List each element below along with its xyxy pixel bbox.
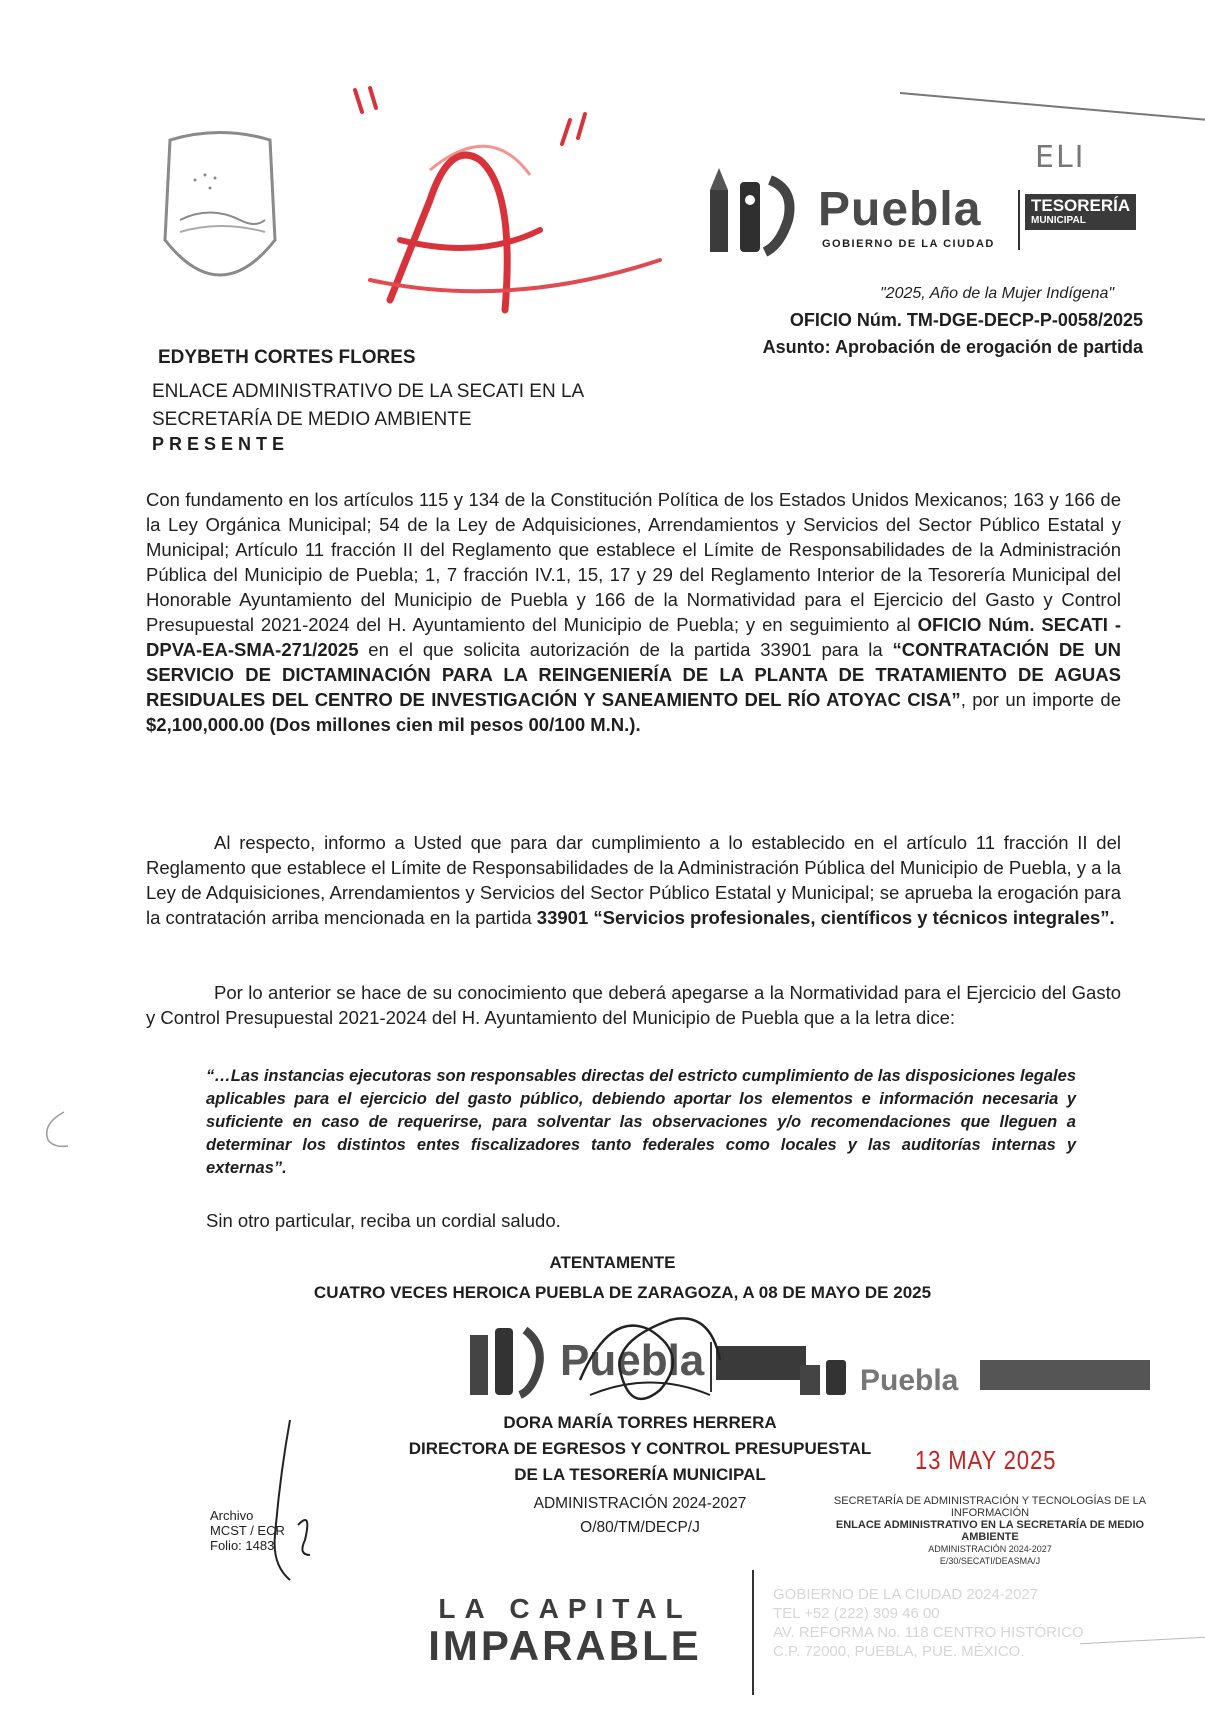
paragraph-3: Por lo anterior se hace de su conocimiento que deberá apegarse a la Normatividad para el Ejercicio del Gasto y Control Presupuestal 2021-2024 del H. Ayuntamiento del Municipio de Puebla que a la letra dice: [146, 982, 1121, 1028]
puebla-tesoreria-logo [700, 160, 1160, 270]
address-line4: C.P. 72000, PUEBLA, PUE. MÉXICO. [773, 1643, 1025, 1660]
archive-note [210, 1508, 285, 1553]
handwritten-signature [560, 1300, 740, 1420]
atentamente: ATENTAMENTE [549, 1253, 676, 1272]
footer-divider [752, 1570, 754, 1695]
svg-text:Puebla: Puebla [860, 1364, 959, 1397]
reception-stamp-text [820, 1495, 1160, 1567]
oficio-number: OFICIO Núm. TM-DGE-DECP-P-0058/2025 [789, 310, 1143, 330]
recipient-name: EDYBETH CORTES FLORES [158, 347, 416, 368]
place-date: CUATRO VECES HEROICA PUEBLA DE ZARAGOZA, A 08 DE MAYO DE 2025 [313, 1283, 932, 1302]
footer-address [773, 1585, 1084, 1661]
signer-position: DIRECTORA DE EGRESOS Y CONTROL PRESUPUESTAL [408, 1439, 872, 1458]
signer-block [380, 1410, 900, 1488]
stamp-line1: SECRETARÍA DE ADMINISTRACIÓN Y TECNOLOGÍAS DE LA INFORMACIÓN [833, 1495, 1147, 1519]
closing-line: Sin otro particular, reciba un cordial saludo. [206, 1210, 561, 1231]
signer-name: DORA MARÍA TORRES HERRERA [503, 1413, 777, 1432]
p1-amount: $2,100,000.00 (Dos millones cien mil pesos 00/100 M.N.). [146, 714, 641, 735]
subject-line: Asunto: Aprobación de erogación de partida [762, 337, 1143, 357]
p2-text: Al respecto, informo a Usted que para dar cumplimiento a lo establecido en el artículo 11 fracción II del Reglamento que establece el Límite de Responsabilidades de la Administración Pública del Municipio de Puebla, y a la Ley de Adquisiciones, Arrendamientos y Servicios del Sector Público Estatal y Municipal; se aprueba la erogación para la contratación arriba mencionada en la partida [146, 832, 1121, 928]
handwritten-initials [250, 1415, 320, 1585]
paragraph-1 [146, 487, 1121, 737]
archive-line2: MCST / ECR [210, 1523, 285, 1538]
municipal-emblem-icon [140, 120, 300, 320]
svg-text:Puebla: Puebla [560, 1336, 705, 1385]
handwritten-note: ELI [1035, 140, 1086, 175]
reception-stamp-date: 13 MAY 2025 [915, 1445, 1057, 1475]
page-edge-line-bottom [1080, 1637, 1205, 1645]
administration-period: ADMINISTRACIÓN 2024-2027 [533, 1495, 747, 1512]
paragraph-2 [146, 830, 1121, 930]
stamp-line4: E/30/SECATI/DEASMA/J [939, 1556, 1041, 1566]
signer-office: DE LA TESORERÍA MUNICIPAL [514, 1465, 766, 1484]
address-line3: AV. REFORMA No. 118 CENTRO HISTÓRICO [773, 1624, 1084, 1641]
document-reference: O/80/TM/DECP/J [580, 1519, 700, 1536]
p1-text: Con fundamento en los artículos 115 y 134 de la Constitución Política de los Estados Unidos Mexicanos; 163 y 166 de la Ley Orgánica Municipal; 54 de la Ley de Adquisiciones, Arrendamientos y Servicios del Sector Público Estatal y Municipal; Artículo 11 fracción II del Reglamento que establece el Límite de Responsabilidades de la Administración Pública del Municipio de Puebla; 1, 7 fracción IV.1, 15, 17 y 29 del Reglamento Interior de la Tesorería Municipal del Honorable Ayuntamiento del Municipio de Puebla y 166 de la Normatividad para el Ejercicio del Gasto y Control Presupuestal 2021-2024 del H. Ayuntamiento del Municipio de Puebla; y en seguimiento al [146, 489, 1121, 635]
p1-amount-prefix: , por un importe de [960, 689, 1121, 710]
archive-line3: Folio: 1483 [210, 1538, 275, 1553]
department-line1: TESORERÍA [1031, 196, 1131, 215]
stamp-line2: ENLACE ADMINISTRATIVO EN LA SECRETARÍA DE MEDIO AMBIENTE [835, 1519, 1145, 1543]
year-motto: "2025, Año de la Mujer Indígena" [880, 285, 1115, 302]
capital-slogan [405, 1593, 725, 1667]
address-line1: GOBIERNO DE LA CIUDAD 2024-2027 [773, 1586, 1039, 1603]
address-line2: TEL +52 (222) 309 46 00 [773, 1605, 940, 1622]
stamp-line3: ADMINISTRACIÓN 2024-2027 [928, 1544, 1052, 1554]
archive-line1: Archivo [210, 1508, 254, 1523]
handwritten-red-mark [330, 80, 690, 320]
greeting: PRESENTE [152, 434, 290, 454]
brand-name: Puebla [818, 183, 982, 236]
p2-partida: 33901 “Servicios profesionales, científicos y técnicos integrales”. [536, 907, 1115, 928]
department-line2: MUNICIPAL [1031, 215, 1086, 226]
p1-oficio-ref: OFICIO Núm. SECATI -DPVA-EA-SMA-271/2025 [146, 614, 1121, 660]
puebla-emblem-icon [700, 160, 810, 260]
slogan-bottom: IMPARABLE [428, 1622, 702, 1669]
slogan-top: LA CAPITAL [438, 1593, 692, 1624]
p1-mid: en el que solicita autorización de la partida 33901 para la [368, 639, 883, 660]
recipient-title: ENLACE ADMINISTRATIVO DE LA SECATI EN LA SECRETARÍA DE MEDIO AMBIENTE [152, 381, 584, 430]
paper-curl-mark [40, 1110, 70, 1150]
p1-contract: “CONTRATACIÓN DE UN SERVICIO DE DICTAMINACIÓN PARA LA REINGENIERÍA DE LA PLANTA DE TRATAMIENTO DE AGUAS RESIDUALES DEL CENTRO DE INVESTIGACIÓN Y SANEAMIENTO DEL RÍO ATOYAC CISA” [146, 639, 1122, 710]
brand-subtitle: GOBIERNO DE LA CIUDAD [822, 238, 995, 250]
regulation-quote: “…Las instancias ejecutoras son responsables directas del estricto cumplimiento de las disposiciones legales aplicables para el ejercicio del gasto público, debiendo aportar los elementos e información necesaria y suficiente en caso de requerirse, para solventar las observaciones y/o recomendaciones que lleguen a determinar los distintos entes fiscalizadores tanto federales como locales y las auditorías internas y externas”. [206, 1067, 1076, 1177]
page-edge-line [900, 92, 1205, 121]
